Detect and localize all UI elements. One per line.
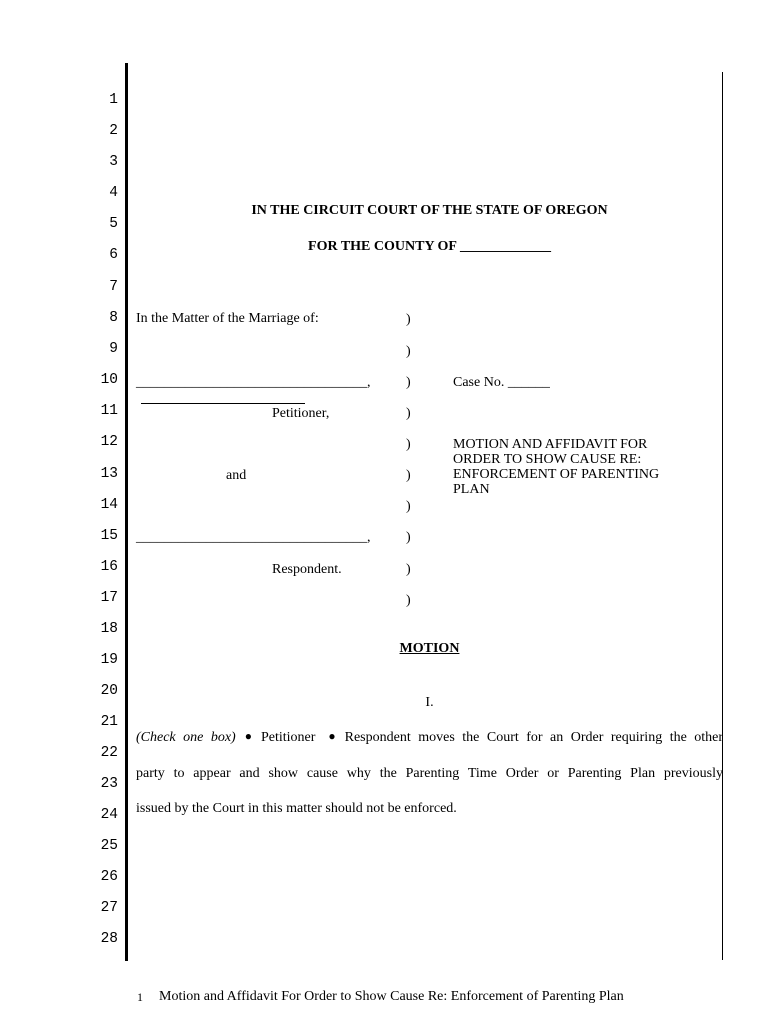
court-heading: IN THE CIRCUIT COURT OF THE STATE OF OREGON [251,203,608,218]
section-number: I. [425,695,434,710]
and-label: and [226,468,247,483]
line-number: 18 [100,621,118,637]
line-number: 17 [100,590,118,606]
line-number: 23 [100,776,118,792]
caption-paren: ) [406,375,411,390]
motion-paragraph-line-1 [136,730,723,746]
line-number: 24 [100,807,118,823]
motion-paragraph-line-3: issued by the Court in this matter should not be enforced. [136,801,457,816]
respondent-checkbox[interactable]: ● [324,729,340,743]
caption-paren: ) [406,406,411,421]
motion-paragraph-line-2: party to appear and show cause why the Parenting Time Order or Parenting Plan previously [136,766,723,781]
caption-paren: ) [406,499,411,514]
document-title-line: ORDER TO SHOW CAUSE RE: [453,452,642,467]
line-number: 14 [100,497,118,513]
line-number: 1 [109,92,118,108]
line-number: 3 [109,154,118,170]
petitioner-checkbox[interactable]: ● [240,729,256,743]
county-label: FOR THE COUNTY OF [308,239,460,254]
petitioner-underline [141,403,305,404]
matter-label: In the Matter of the Marriage of: [136,311,319,326]
caption-paren: ) [406,437,411,452]
line-number: 25 [100,838,118,854]
footer-page-number: 1 [137,990,143,1004]
line-number: 21 [100,714,118,730]
line-number: 20 [100,683,118,699]
line-number: 4 [109,185,118,201]
caption-paren: ) [406,530,411,545]
document-title-line: MOTION AND AFFIDAVIT FOR [453,437,648,452]
line-number: 26 [100,869,118,885]
respondent-label: Respondent. [272,562,342,577]
left-margin-rule [125,63,128,961]
line-number: 16 [100,559,118,575]
caption-paren: ) [406,593,411,608]
line-number: 13 [100,466,118,482]
line-number: 11 [100,403,118,419]
petitioner-name-blank: _________________________________, [136,375,371,390]
line-number: 12 [100,434,118,450]
motion-text: moves the Court for an Order requiring the other [418,730,724,745]
caption-paren: ) [406,312,411,327]
line-number: 27 [100,900,118,916]
document-title-line: ENFORCEMENT OF PARENTING [453,467,660,482]
document-title-line: PLAN [453,482,490,497]
line-number: 2 [109,123,118,139]
line-number: 7 [109,279,118,295]
line-number: 10 [100,372,118,388]
footer-title: Motion and Affidavit For Order to Show Cause Re: Enforcement of Parenting Plan [159,989,624,1004]
line-number: 15 [100,528,118,544]
line-number: 28 [100,931,118,947]
petitioner-option-label: Petitioner [260,730,316,745]
line-number: 5 [109,216,118,232]
respondent-name-blank: _________________________________, [136,530,371,545]
petitioner-label: Petitioner, [272,406,330,421]
line-number: 8 [109,310,118,326]
line-number: 19 [100,652,118,668]
motion-heading: MOTION [399,641,460,656]
check-instruction: (Check one box) [136,730,236,745]
line-number: 9 [109,341,118,357]
county-blank: _____________ [459,239,551,254]
respondent-option-label: Respondent [344,730,411,745]
caption-paren: ) [406,344,411,359]
document-title [453,437,659,497]
case-number: Case No. ______ [453,375,550,390]
caption-paren: ) [406,562,411,577]
county-heading [136,239,723,255]
caption-paren: ) [406,468,411,483]
line-number: 22 [100,745,118,761]
line-number: 6 [109,247,118,263]
